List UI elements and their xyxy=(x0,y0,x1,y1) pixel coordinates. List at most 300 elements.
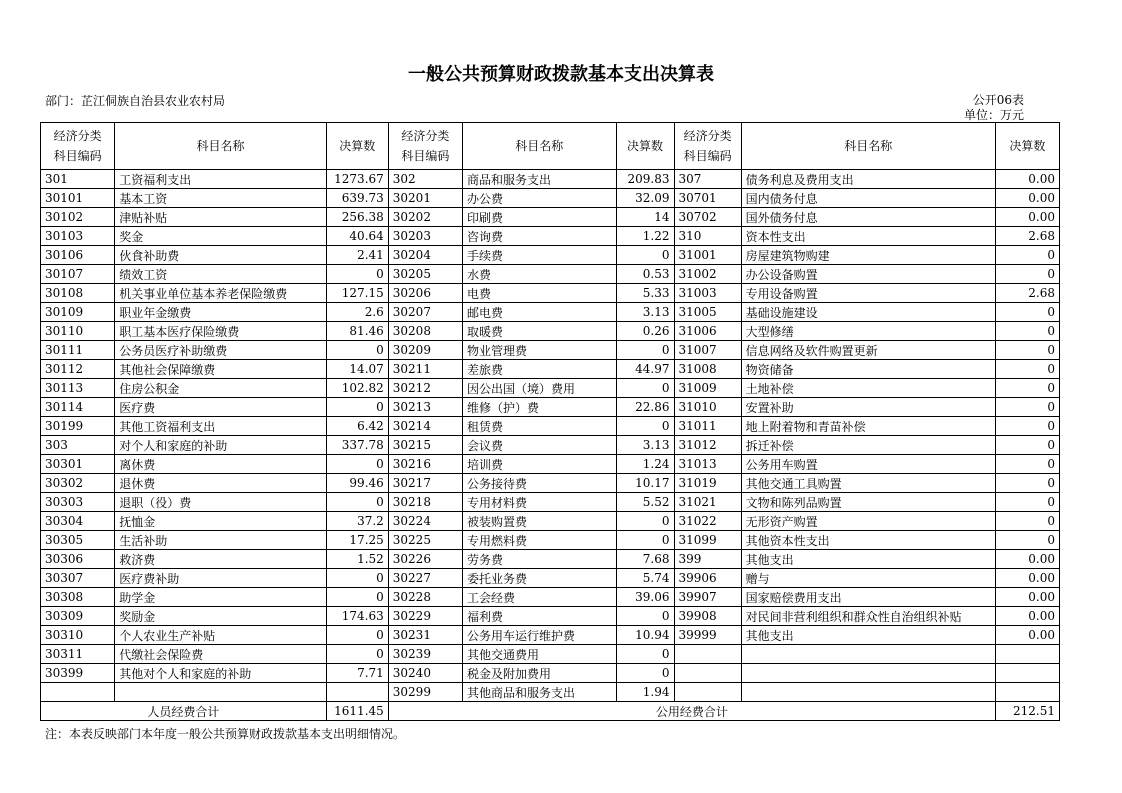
expenditure-table xyxy=(40,122,1060,721)
name-cell: 对民间非营利组织和群众性自治组织补贴 xyxy=(741,607,995,626)
code-cell: 30202 xyxy=(388,208,462,227)
code-cell: 30299 xyxy=(388,683,462,702)
table-row xyxy=(41,588,1060,607)
name-cell: 职工基本医疗保险缴费 xyxy=(115,322,327,341)
name-cell: 职业年金缴费 xyxy=(115,303,327,322)
header-row xyxy=(41,123,1060,170)
name-cell: 公务用车运行维护费 xyxy=(463,626,617,645)
amount-cell: 0 xyxy=(995,398,1059,417)
table-row xyxy=(41,208,1060,227)
code-cell: 30201 xyxy=(388,189,462,208)
name-cell: 专用材料费 xyxy=(463,493,617,512)
amount-cell: 0 xyxy=(995,417,1059,436)
code-cell: 31007 xyxy=(674,341,741,360)
name-cell: 会议费 xyxy=(463,436,617,455)
amount-cell: 3.13 xyxy=(616,303,674,322)
name-cell: 劳务费 xyxy=(463,550,617,569)
name-cell: 水费 xyxy=(463,265,617,284)
code-cell: 30109 xyxy=(41,303,115,322)
code-cell: 301 xyxy=(41,170,115,189)
header-name-3: 科目名称 xyxy=(741,123,995,170)
code-cell: 30239 xyxy=(388,645,462,664)
amount-cell: 1.24 xyxy=(616,455,674,474)
name-cell xyxy=(741,664,995,683)
amount-cell: 1273.67 xyxy=(326,170,388,189)
name-cell: 商品和服务支出 xyxy=(463,170,617,189)
code-cell: 30199 xyxy=(41,417,115,436)
name-cell: 专用设备购置 xyxy=(741,284,995,303)
name-cell: 奖金 xyxy=(115,227,327,246)
name-cell: 其他对个人和家庭的补助 xyxy=(115,664,327,683)
name-cell: 国外债务付息 xyxy=(741,208,995,227)
table-row xyxy=(41,303,1060,322)
name-cell: 其他支出 xyxy=(741,626,995,645)
header-amount-2: 决算数 xyxy=(616,123,674,170)
table-row xyxy=(41,265,1060,284)
code-cell: 31005 xyxy=(674,303,741,322)
header-code-2: 经济分类 科目编码 xyxy=(388,123,462,170)
name-cell: 专用燃料费 xyxy=(463,531,617,550)
code-cell: 31013 xyxy=(674,455,741,474)
code-cell: 30207 xyxy=(388,303,462,322)
name-cell: 取暖费 xyxy=(463,322,617,341)
amount-cell: 2.6 xyxy=(326,303,388,322)
amount-cell: 2.41 xyxy=(326,246,388,265)
amount-cell: 0 xyxy=(995,303,1059,322)
name-cell: 赠与 xyxy=(741,569,995,588)
amount-cell: 0.00 xyxy=(995,550,1059,569)
code-cell: 30301 xyxy=(41,455,115,474)
table-row xyxy=(41,512,1060,531)
table-row xyxy=(41,227,1060,246)
amount-cell: 10.94 xyxy=(616,626,674,645)
name-cell: 其他资本性支出 xyxy=(741,531,995,550)
name-cell: 大型修缮 xyxy=(741,322,995,341)
name-cell: 印刷费 xyxy=(463,208,617,227)
code-cell: 31021 xyxy=(674,493,741,512)
table-row xyxy=(41,607,1060,626)
code-cell: 302 xyxy=(388,170,462,189)
code-cell: 31019 xyxy=(674,474,741,493)
table-row xyxy=(41,417,1060,436)
amount-cell: 32.09 xyxy=(616,189,674,208)
name-cell: 救济费 xyxy=(115,550,327,569)
public-total-label: 公用经费合计 xyxy=(388,702,995,721)
code-cell: 31008 xyxy=(674,360,741,379)
amount-cell: 2.68 xyxy=(995,284,1059,303)
amount-cell: 0 xyxy=(995,531,1059,550)
name-cell: 抚恤金 xyxy=(115,512,327,531)
code-cell: 31003 xyxy=(674,284,741,303)
amount-cell: 0 xyxy=(616,607,674,626)
code-cell: 30701 xyxy=(674,189,741,208)
code-cell: 30112 xyxy=(41,360,115,379)
name-cell: 物业管理费 xyxy=(463,341,617,360)
amount-cell: 0.00 xyxy=(995,170,1059,189)
code-cell: 39907 xyxy=(674,588,741,607)
code-cell: 30113 xyxy=(41,379,115,398)
name-cell xyxy=(115,683,327,702)
name-cell: 奖励金 xyxy=(115,607,327,626)
header-amount-3: 决算数 xyxy=(995,123,1059,170)
amount-cell: 5.33 xyxy=(616,284,674,303)
amount-cell: 14 xyxy=(616,208,674,227)
amount-cell: 127.15 xyxy=(326,284,388,303)
amount-cell: 0.00 xyxy=(995,607,1059,626)
code-cell: 31009 xyxy=(674,379,741,398)
table-row xyxy=(41,664,1060,683)
table-row xyxy=(41,360,1060,379)
code-cell: 30702 xyxy=(674,208,741,227)
personnel-total-label: 人员经费合计 xyxy=(41,702,327,721)
doc-number: 公开06表 xyxy=(972,93,1024,107)
amount-cell: 0 xyxy=(995,474,1059,493)
code-cell: 30103 xyxy=(41,227,115,246)
name-cell: 咨询费 xyxy=(463,227,617,246)
code-cell: 30310 xyxy=(41,626,115,645)
amount-cell: 0 xyxy=(995,265,1059,284)
totals-row xyxy=(41,702,1060,721)
amount-cell xyxy=(326,683,388,702)
public-total-value: 212.51 xyxy=(995,702,1059,721)
name-cell: 资本性支出 xyxy=(741,227,995,246)
header-name-1: 科目名称 xyxy=(115,123,327,170)
name-cell xyxy=(741,683,995,702)
amount-cell xyxy=(995,645,1059,664)
code-cell: 30218 xyxy=(388,493,462,512)
code-cell: 39906 xyxy=(674,569,741,588)
amount-cell: 0 xyxy=(995,341,1059,360)
code-cell: 30229 xyxy=(388,607,462,626)
amount-cell: 1.22 xyxy=(616,227,674,246)
table-row xyxy=(41,322,1060,341)
amount-cell: 256.38 xyxy=(326,208,388,227)
code-cell: 30216 xyxy=(388,455,462,474)
table-row xyxy=(41,474,1060,493)
amount-cell: 17.25 xyxy=(326,531,388,550)
name-cell: 土地补偿 xyxy=(741,379,995,398)
code-cell: 30211 xyxy=(388,360,462,379)
header-code-3: 经济分类 科目编码 xyxy=(674,123,741,170)
name-cell: 基本工资 xyxy=(115,189,327,208)
amount-cell: 0 xyxy=(326,341,388,360)
code-cell: 30240 xyxy=(388,664,462,683)
name-cell: 租赁费 xyxy=(463,417,617,436)
code-cell: 30101 xyxy=(41,189,115,208)
code-cell: 30114 xyxy=(41,398,115,417)
code-cell: 30206 xyxy=(388,284,462,303)
amount-cell: 0.00 xyxy=(995,588,1059,607)
name-cell: 国内债务付息 xyxy=(741,189,995,208)
name-cell: 工资福利支出 xyxy=(115,170,327,189)
code-cell: 31011 xyxy=(674,417,741,436)
amount-cell: 5.52 xyxy=(616,493,674,512)
amount-cell: 6.42 xyxy=(326,417,388,436)
code-cell: 30303 xyxy=(41,493,115,512)
name-cell: 物资储备 xyxy=(741,360,995,379)
amount-cell: 0 xyxy=(995,322,1059,341)
code-cell: 30227 xyxy=(388,569,462,588)
name-cell: 医疗费 xyxy=(115,398,327,417)
amount-cell: 0 xyxy=(995,379,1059,398)
name-cell: 其他支出 xyxy=(741,550,995,569)
name-cell: 个人农业生产补贴 xyxy=(115,626,327,645)
table-row xyxy=(41,379,1060,398)
amount-cell: 0.00 xyxy=(995,569,1059,588)
amount-cell: 14.07 xyxy=(326,360,388,379)
code-cell: 399 xyxy=(674,550,741,569)
code-cell: 30102 xyxy=(41,208,115,227)
amount-cell: 0 xyxy=(616,341,674,360)
name-cell: 退职（役）费 xyxy=(115,493,327,512)
page-title: 一般公共预算财政拨款基本支出决算表 xyxy=(408,64,714,85)
name-cell: 手续费 xyxy=(463,246,617,265)
code-cell: 30224 xyxy=(388,512,462,531)
code-cell: 30212 xyxy=(388,379,462,398)
code-cell: 30108 xyxy=(41,284,115,303)
name-cell: 福利费 xyxy=(463,607,617,626)
name-cell: 差旅费 xyxy=(463,360,617,379)
code-cell: 307 xyxy=(674,170,741,189)
table-row xyxy=(41,189,1060,208)
name-cell: 工会经费 xyxy=(463,588,617,607)
code-cell: 30306 xyxy=(41,550,115,569)
amount-cell: 0 xyxy=(326,265,388,284)
table-row xyxy=(41,645,1060,664)
amount-cell: 1.52 xyxy=(326,550,388,569)
amount-cell: 1.94 xyxy=(616,683,674,702)
name-cell: 拆迁补偿 xyxy=(741,436,995,455)
code-cell: 30228 xyxy=(388,588,462,607)
amount-cell: 2.68 xyxy=(995,227,1059,246)
code-cell: 30305 xyxy=(41,531,115,550)
code-cell: 31099 xyxy=(674,531,741,550)
name-cell: 因公出国（境）费用 xyxy=(463,379,617,398)
amount-cell: 0 xyxy=(616,417,674,436)
amount-cell: 7.71 xyxy=(326,664,388,683)
name-cell: 地上附着物和青苗补偿 xyxy=(741,417,995,436)
name-cell: 办公费 xyxy=(463,189,617,208)
code-cell: 303 xyxy=(41,436,115,455)
personnel-total-value: 1611.45 xyxy=(326,702,388,721)
table-row xyxy=(41,246,1060,265)
code-cell: 30309 xyxy=(41,607,115,626)
name-cell: 离休费 xyxy=(115,455,327,474)
code-cell: 30215 xyxy=(388,436,462,455)
amount-cell: 22.86 xyxy=(616,398,674,417)
amount-cell: 0.53 xyxy=(616,265,674,284)
name-cell: 其他商品和服务支出 xyxy=(463,683,617,702)
amount-cell: 0.00 xyxy=(995,189,1059,208)
name-cell: 培训费 xyxy=(463,455,617,474)
amount-cell: 0.26 xyxy=(616,322,674,341)
amount-cell: 0 xyxy=(616,512,674,531)
amount-cell: 209.83 xyxy=(616,170,674,189)
name-cell: 其他交通工具购置 xyxy=(741,474,995,493)
amount-cell: 0.00 xyxy=(995,626,1059,645)
code-cell: 30308 xyxy=(41,588,115,607)
name-cell: 公务员医疗补助缴费 xyxy=(115,341,327,360)
code-cell: 31012 xyxy=(674,436,741,455)
name-cell: 邮电费 xyxy=(463,303,617,322)
code-cell: 30107 xyxy=(41,265,115,284)
header-code-1: 经济分类 科目编码 xyxy=(41,123,115,170)
code-cell: 30213 xyxy=(388,398,462,417)
amount-cell: 0 xyxy=(326,626,388,645)
name-cell: 基础设施建设 xyxy=(741,303,995,322)
name-cell: 代缴社会保险费 xyxy=(115,645,327,664)
name-cell: 退休费 xyxy=(115,474,327,493)
amount-cell: 40.64 xyxy=(326,227,388,246)
code-cell: 30311 xyxy=(41,645,115,664)
code-cell: 30225 xyxy=(388,531,462,550)
amount-cell: 0 xyxy=(326,645,388,664)
table-row xyxy=(41,569,1060,588)
code-cell xyxy=(674,645,741,664)
amount-cell xyxy=(995,664,1059,683)
amount-cell: 0 xyxy=(995,493,1059,512)
amount-cell: 102.82 xyxy=(326,379,388,398)
name-cell: 委托业务费 xyxy=(463,569,617,588)
amount-cell: 0 xyxy=(995,360,1059,379)
code-cell xyxy=(674,683,741,702)
amount-cell: 0 xyxy=(616,379,674,398)
amount-cell: 639.73 xyxy=(326,189,388,208)
amount-cell: 0 xyxy=(995,436,1059,455)
table-row xyxy=(41,341,1060,360)
amount-cell: 0 xyxy=(326,569,388,588)
amount-cell: 7.68 xyxy=(616,550,674,569)
code-cell: 31006 xyxy=(674,322,741,341)
amount-cell: 337.78 xyxy=(326,436,388,455)
table-row xyxy=(41,436,1060,455)
amount-cell: 81.46 xyxy=(326,322,388,341)
code-cell: 30399 xyxy=(41,664,115,683)
code-cell: 30208 xyxy=(388,322,462,341)
name-cell: 津贴补贴 xyxy=(115,208,327,227)
code-cell: 31002 xyxy=(674,265,741,284)
footnote: 注：本表反映部门本年度一般公共预算财政拨款基本支出明细情况。 xyxy=(45,727,406,741)
code-cell: 30106 xyxy=(41,246,115,265)
amount-cell xyxy=(995,683,1059,702)
amount-cell: 0.00 xyxy=(995,208,1059,227)
code-cell xyxy=(674,664,741,683)
amount-cell: 37.2 xyxy=(326,512,388,531)
code-cell: 30204 xyxy=(388,246,462,265)
name-cell: 文物和陈列品购置 xyxy=(741,493,995,512)
amount-cell: 5.74 xyxy=(616,569,674,588)
name-cell: 助学金 xyxy=(115,588,327,607)
code-cell: 31001 xyxy=(674,246,741,265)
header-name-2: 科目名称 xyxy=(463,123,617,170)
name-cell: 其他交通费用 xyxy=(463,645,617,664)
amount-cell: 0 xyxy=(616,664,674,683)
amount-cell: 0 xyxy=(995,246,1059,265)
code-cell: 39908 xyxy=(674,607,741,626)
name-cell: 生活补助 xyxy=(115,531,327,550)
name-cell: 债务利息及费用支出 xyxy=(741,170,995,189)
amount-cell: 0 xyxy=(326,588,388,607)
code-cell: 30217 xyxy=(388,474,462,493)
amount-cell: 0 xyxy=(326,398,388,417)
table-row xyxy=(41,398,1060,417)
amount-cell: 0 xyxy=(995,455,1059,474)
code-cell: 30304 xyxy=(41,512,115,531)
name-cell: 公务接待费 xyxy=(463,474,617,493)
amount-cell: 0 xyxy=(326,493,388,512)
amount-cell: 0 xyxy=(326,455,388,474)
code-cell: 30302 xyxy=(41,474,115,493)
name-cell: 公务用车购置 xyxy=(741,455,995,474)
code-cell: 30111 xyxy=(41,341,115,360)
name-cell: 信息网络及软件购置更新 xyxy=(741,341,995,360)
code-cell: 31010 xyxy=(674,398,741,417)
amount-cell: 44.97 xyxy=(616,360,674,379)
code-cell: 30307 xyxy=(41,569,115,588)
table-row xyxy=(41,455,1060,474)
amount-cell: 39.06 xyxy=(616,588,674,607)
table-row xyxy=(41,683,1060,702)
name-cell: 国家赔偿费用支出 xyxy=(741,588,995,607)
name-cell: 伙食补助费 xyxy=(115,246,327,265)
amount-cell: 174.63 xyxy=(326,607,388,626)
amount-cell: 0 xyxy=(995,512,1059,531)
amount-cell: 0 xyxy=(616,246,674,265)
code-cell: 31022 xyxy=(674,512,741,531)
name-cell: 房屋建筑物购建 xyxy=(741,246,995,265)
table-row xyxy=(41,284,1060,303)
code-cell: 30203 xyxy=(388,227,462,246)
amount-cell: 0 xyxy=(616,645,674,664)
code-cell: 30226 xyxy=(388,550,462,569)
code-cell: 310 xyxy=(674,227,741,246)
department-label: 部门：芷江侗族自治县农业农村局 xyxy=(45,94,226,108)
code-cell: 30231 xyxy=(388,626,462,645)
code-cell: 30110 xyxy=(41,322,115,341)
name-cell: 维修（护）费 xyxy=(463,398,617,417)
table-row xyxy=(41,170,1060,189)
name-cell: 对个人和家庭的补助 xyxy=(115,436,327,455)
name-cell: 安置补助 xyxy=(741,398,995,417)
name-cell: 机关事业单位基本养老保险缴费 xyxy=(115,284,327,303)
code-cell xyxy=(41,683,115,702)
code-cell: 30205 xyxy=(388,265,462,284)
code-cell: 39999 xyxy=(674,626,741,645)
unit-label: 单位：万元 xyxy=(963,108,1024,122)
name-cell: 电费 xyxy=(463,284,617,303)
table-row xyxy=(41,531,1060,550)
name-cell: 税金及附加费用 xyxy=(463,664,617,683)
name-cell: 无形资产购置 xyxy=(741,512,995,531)
name-cell xyxy=(741,645,995,664)
table-row xyxy=(41,550,1060,569)
name-cell: 其他工资福利支出 xyxy=(115,417,327,436)
name-cell: 办公设备购置 xyxy=(741,265,995,284)
name-cell: 其他社会保障缴费 xyxy=(115,360,327,379)
header-amount-1: 决算数 xyxy=(326,123,388,170)
name-cell: 被装购置费 xyxy=(463,512,617,531)
code-cell: 30214 xyxy=(388,417,462,436)
table-row xyxy=(41,493,1060,512)
amount-cell: 10.17 xyxy=(616,474,674,493)
table-row xyxy=(41,626,1060,645)
amount-cell: 0 xyxy=(616,531,674,550)
code-cell: 30209 xyxy=(388,341,462,360)
name-cell: 医疗费补助 xyxy=(115,569,327,588)
name-cell: 住房公积金 xyxy=(115,379,327,398)
amount-cell: 99.46 xyxy=(326,474,388,493)
amount-cell: 3.13 xyxy=(616,436,674,455)
